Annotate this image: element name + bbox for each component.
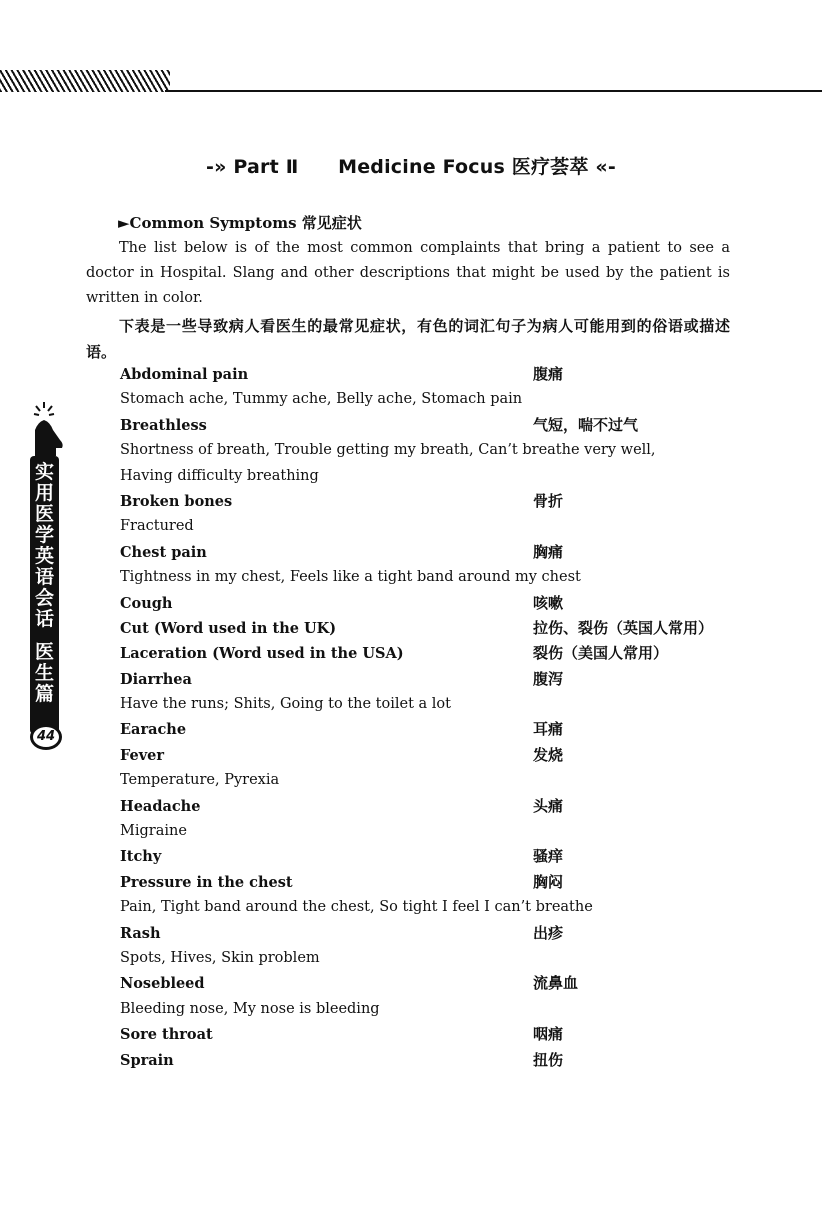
symptom-chinese-term: 流鼻血 — [533, 974, 579, 993]
symptom-term: Sprain — [120, 1051, 174, 1069]
symptom-chinese-term: 腹泻 — [533, 669, 564, 688]
symptom-description: Pain, Tight band around the chest, So tight I feel I can’t breathe — [120, 899, 593, 916]
symptom-term-row — [120, 667, 760, 692]
symptom-term-row — [120, 489, 760, 514]
symptom-term: Broken bones — [120, 492, 233, 510]
intro-chinese: 下表是一些导致病人看医生的最常见症状，有色的词汇句子为病人可能用到的俗语或描述语。 — [86, 317, 730, 361]
symptom-term: Pressure in the chest — [120, 873, 293, 891]
symptom-term-row — [120, 591, 760, 616]
symptom-chinese-term: 出疹 — [533, 923, 564, 942]
symptom-description: Have the runs; Shits, Going to the toilet a lot — [120, 696, 451, 713]
header-rule — [165, 90, 822, 92]
symptom-description: Temperature, Pyrexia — [120, 772, 280, 789]
symptom-chinese-term: 裂伤（美国人常用） — [533, 644, 669, 663]
symptom-description: Having difficulty breathing — [120, 467, 319, 484]
symptom-chinese-term: 腹痛 — [533, 365, 564, 383]
symptom-term: Rash — [120, 924, 161, 942]
symptom-description: Spots, Hives, Skin problem — [120, 949, 320, 966]
symptom-description: Migraine — [120, 823, 187, 840]
symptom-description-row — [120, 895, 760, 920]
symptom-term: Abdominal pain — [120, 366, 249, 383]
symptom-chinese-term: 耳痛 — [533, 720, 564, 739]
symptom-description-row — [120, 438, 760, 463]
symptom-term: Itchy — [120, 848, 162, 866]
symptom-description: Shortness of breath, Trouble getting my breath, Can’t breathe very well, — [120, 442, 656, 459]
side-tab — [30, 456, 59, 734]
symptom-description-row — [120, 387, 760, 412]
symptom-description-row — [120, 946, 760, 971]
side-volume-label: 医 生 篇 — [34, 641, 54, 705]
symptom-term-row — [120, 540, 760, 565]
symptom-term-row — [120, 971, 760, 996]
symptom-term-row — [120, 921, 760, 946]
symptom-list — [120, 362, 760, 1073]
symptom-term: Laceration (Word used in the USA) — [120, 645, 404, 663]
symptom-term-row — [120, 362, 760, 387]
right-arrow-icon: «- — [595, 156, 616, 178]
symptom-term-row — [120, 844, 760, 869]
part-heading — [0, 152, 822, 179]
symptom-chinese-term: 气短，喘不过气 — [533, 415, 639, 434]
symptom-description: Tightness in my chest, Feels like a tight band around my chest — [120, 569, 581, 586]
book-burst-icon — [32, 400, 68, 456]
intro — [86, 236, 730, 365]
symptom-chinese-term: 骨折 — [533, 491, 564, 510]
symptom-chinese-term: 胸闷 — [533, 872, 564, 891]
symptom-term: Sore throat — [120, 1026, 213, 1044]
symptom-description-row — [120, 819, 760, 844]
symptom-term: Breathless — [120, 416, 207, 434]
symptom-term: Cough — [120, 594, 173, 612]
symptom-term: Chest pain — [120, 543, 207, 561]
symptom-description-row — [120, 565, 760, 590]
symptom-chinese-term: 扭伤 — [533, 1050, 564, 1069]
symptom-term-row — [120, 1048, 760, 1073]
symptom-chinese-term: 发烧 — [533, 745, 564, 764]
symptom-term: Earache — [120, 721, 187, 739]
symptom-chinese-term: 头痛 — [533, 796, 564, 815]
intro-english: The list below is of the most common complaints that bring a patient to see a doctor in Hospital. Slang and other descriptions that might be used by the patient is written in color. — [86, 240, 730, 306]
symptom-term-row — [120, 794, 760, 819]
symptom-chinese-term: 骚痒 — [533, 847, 564, 866]
symptom-term-row — [120, 717, 760, 742]
symptom-term-row — [120, 616, 760, 641]
symptom-term-row — [120, 743, 760, 768]
symptom-term: Fever — [120, 746, 165, 764]
symptom-chinese-term: 拉伤、裂伤（英国人常用） — [533, 618, 714, 637]
symptom-description-row — [120, 514, 760, 539]
symptom-description-row — [120, 692, 760, 717]
page-number: 44 — [30, 724, 62, 750]
symptom-description-row — [120, 768, 760, 793]
symptom-description-row — [120, 464, 760, 489]
symptom-term-row — [120, 641, 760, 666]
symptom-term-row — [120, 870, 760, 895]
symptom-description-row — [120, 997, 760, 1022]
symptom-term-row — [120, 413, 760, 438]
side-book-title: 实 用 医 学 英 语 会 话 — [34, 461, 54, 630]
symptom-description: Stomach ache, Tummy ache, Belly ache, Stomach pain — [120, 391, 523, 408]
part-label: Part Ⅱ — [233, 156, 299, 178]
symptom-term: Headache — [120, 797, 201, 815]
symptom-chinese-term: 咽痛 — [533, 1025, 564, 1044]
symptom-term: Nosebleed — [120, 975, 205, 993]
symptom-term-row — [120, 1022, 760, 1047]
header-hatch-decoration — [0, 70, 170, 92]
part-title: Medicine Focus 医疗荟萃 — [338, 156, 589, 178]
symptom-term: Cut (Word used in the UK) — [120, 619, 337, 637]
section-title: ►Common Symptoms 常见症状 — [118, 214, 362, 232]
symptom-description: Bleeding nose, My nose is bleeding — [120, 1000, 380, 1017]
symptom-chinese-term: 胸痛 — [533, 542, 564, 561]
symptom-description: Fractured — [120, 518, 194, 535]
symptom-term: Diarrhea — [120, 670, 192, 688]
symptom-chinese-term: 咳嗽 — [533, 593, 564, 612]
left-arrow-icon: -» — [206, 156, 227, 178]
